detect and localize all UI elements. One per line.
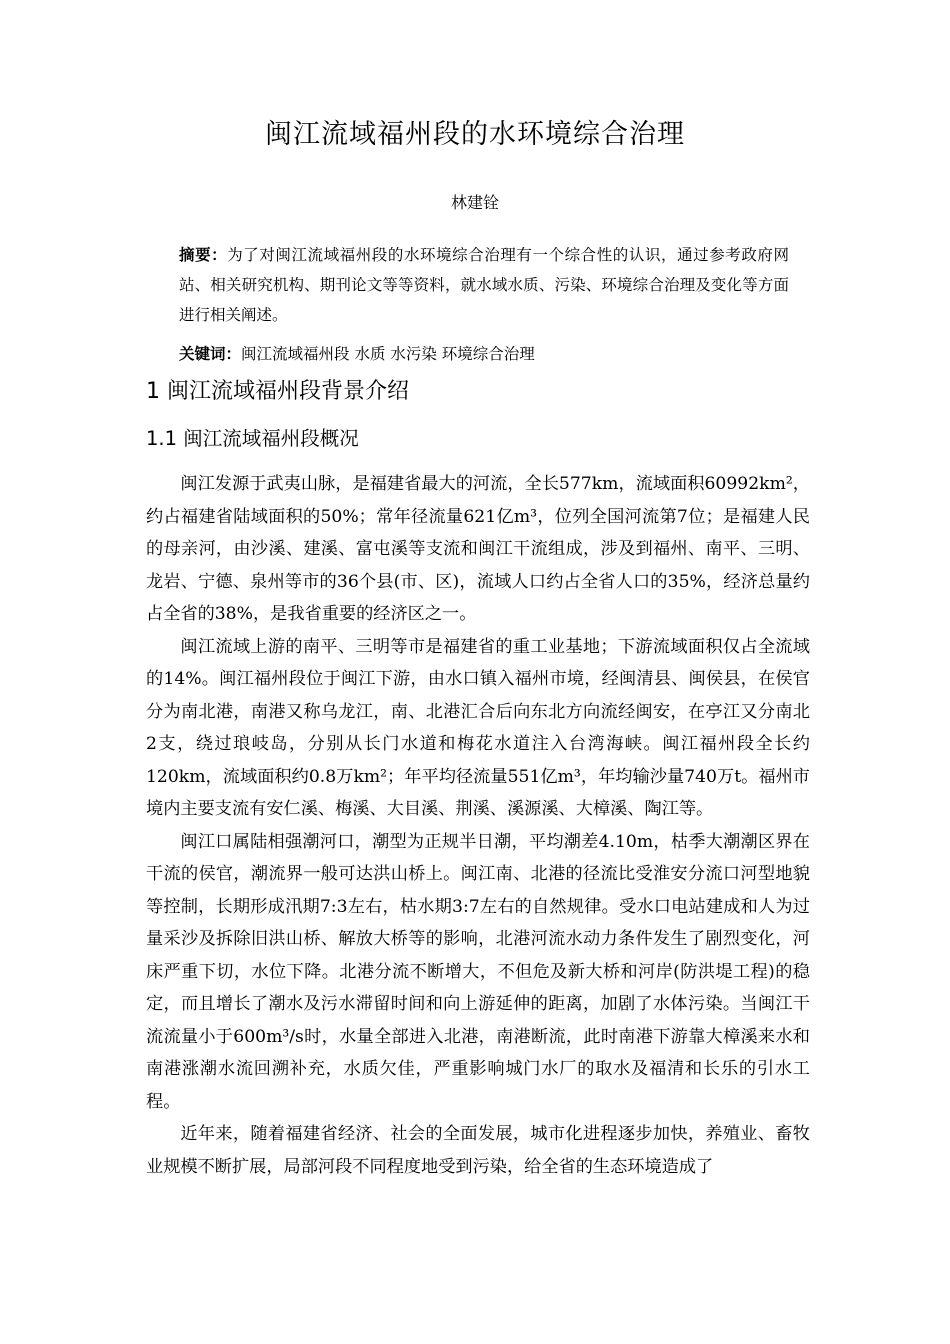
- author-name: 林建铨: [450, 193, 499, 212]
- paragraph-1: 闽江发源于武夷山脉，是福建省最大的河流，全长577km，流域面积60992km²，约占福建省陆域面积的50%；常年径流量621亿m³，位列全国河流第7位；是福建人民的母亲河，由沙溪、建溪、富屯溪等支流和闽江干流组成，涉及到福州、南平、三明、龙岩、宁德、泉州等市的36个县(市、区)，流域人口约占全省人口的35%，经济总量约占全省的38%，是我省重要的经济区之一。: [146, 474, 810, 624]
- paragraph-2: 闽江流域上游的南平、三明等市是福建省的重工业基地；下游流域面积仅占全流域的14%。闽江福州段位于闽江下游，由水口镇入福州市境，经闽清县、闽侯县，在侯官分为南北港，南港又称乌龙江，南、北港汇合后向东北方向流经闽安，在亭江又分南北2支，绕过琅岐岛，分别从长门水道和梅花水道注入台湾海峡。闽江福州段全长约120km，流域面积约0.8万km²；年平均径流量551亿m³，年均输沙量740万t。福州市境内主要支流有安仁溪、梅溪、大目溪、荆溪、溪源溪、大樟溪、陶江等。: [146, 636, 810, 819]
- paragraph-4: 近年来，随着福建省经济、社会的全面发展，城市化进程逐步加快，养殖业、畜牧业规模不断扩展，局部河段不同程度地受到污染，给全省的生态环境造成了: [146, 1124, 810, 1177]
- paragraph-3: 闽江口属陆相强潮河口，潮型为正规半日潮，平均潮差4.10m，枯季大潮潮区界在干流的侯官，潮流界一般可达洪山桥上。闽江南、北港的径流比受淮安分流口河型地貌等控制，长期形成汛期7:3左右，枯水期3:7左右的自然规律。受水口电站建成和人为过量采沙及拆除旧洪山桥、解放大桥等的影响，北港河流水动力条件发生了剧烈变化，河床严重下切，水位下降。北港分流不断增大，不但危及新大桥和河岸(防洪堤工程)的稳定，而且增长了潮水及污水滞留时间和向上游延伸的距离，加剧了水体污染。当闽江干流流量小于600m³/s时，水量全部进入北港，南港断流，此时南港下游靠大樟溪来水和南港涨潮水流回溯补充，水质欠佳，严重影响城门水厂的取水及福清和长乐的引水工程。: [146, 831, 810, 1112]
- section-body: [146, 468, 810, 1183]
- keywords: [179, 341, 789, 367]
- section-heading-1-1: 1.1 闽江流域福州段概况: [146, 427, 359, 450]
- keywords-label: 关键词：: [179, 345, 242, 363]
- keywords-text: 闽江流域福州段 水质 水污染 环境综合治理: [241, 345, 535, 363]
- section-heading-1: 1 闽江流域福州段背景介绍: [146, 379, 409, 404]
- abstract: [179, 240, 789, 330]
- abstract-text: 为了对闽江流域福州段的水环境综合治理有一个综合性的认识，通过参考政府网站、相关研究机构、期刊论文等等资料，就水域水质、污染、环境综合治理及变化等方面进行相关阐述。: [179, 246, 789, 324]
- abstract-label: 摘要：: [179, 246, 228, 264]
- paper-title: 闽江流域福州段的水环境综合治理: [265, 119, 685, 150]
